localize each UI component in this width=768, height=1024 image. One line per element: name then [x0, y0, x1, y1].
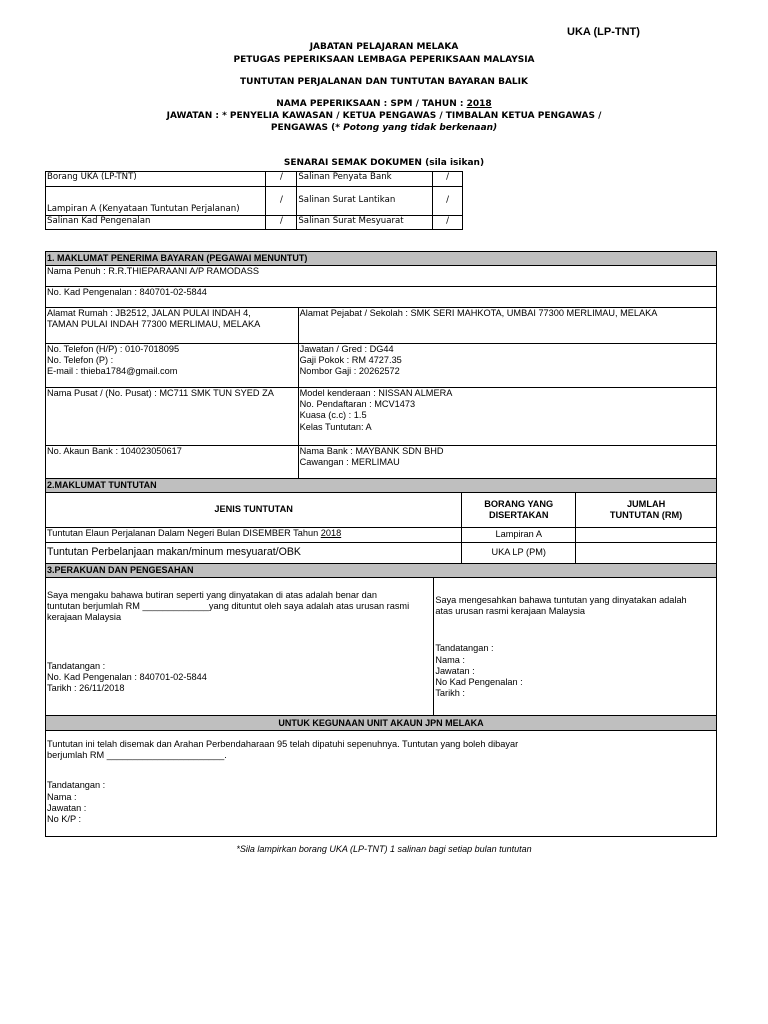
checklist-row — [46, 216, 463, 230]
checklist-row — [46, 172, 463, 187]
claimant-date: Tarikh : 26/11/2018 — [47, 683, 125, 694]
checklist-item: Salinan Kad Pengenalan — [46, 216, 266, 230]
document-checklist — [45, 171, 463, 230]
claim-form-table — [45, 251, 717, 837]
verifier-date: Tarikh : — [435, 688, 465, 699]
claim-meals-form: UKA LP (PM) — [462, 543, 576, 564]
jawatan-cont-b: * Potong yang tidak berkenaan) — [335, 123, 498, 133]
checklist-row — [46, 187, 463, 216]
verifier-ic: No Kad Pengenalan : — [435, 677, 523, 688]
table-row — [46, 528, 717, 543]
claim-meals-amount — [576, 543, 717, 564]
claim-travel-text: Tuntutan Elaun Perjalanan Dalam Negeri Bulan DISEMBER Tahun — [47, 528, 321, 538]
checklist-mark: / — [266, 187, 297, 216]
declaration-line1: Saya mengaku bahawa butiran seperti yang dinyatakan di atas adalah benar dan — [47, 590, 377, 600]
section1-title: 1. MAKLUMAT PENERIMA BAYARAN (PEGAWAI MENUNTUT) — [46, 252, 717, 266]
checklist-mark: / — [433, 172, 463, 187]
claim-travel-amount — [576, 528, 717, 543]
col-claim-type: JENIS TUNTUTAN — [46, 493, 462, 528]
phone-office: No. Telefon (P) : — [47, 355, 114, 366]
header-department: JABATAN PELAJARAN MELAKA — [309, 42, 459, 52]
checklist-item: Salinan Surat Mesyuarat — [297, 216, 433, 230]
bank-branch: Cawangan : MERLIMAU — [299, 457, 400, 468]
vehicle-model: Model kenderaan : NISSAN ALMERA — [299, 388, 453, 398]
col-attached-form-line1: BORANG YANG — [484, 498, 554, 509]
verifier-name: Nama : — [435, 654, 465, 665]
contact-info — [46, 344, 299, 388]
bank-info — [298, 446, 716, 479]
verification-line1: Saya mengesahkan bahawa tuntutan yang dinyatakan adalah — [435, 595, 687, 605]
exam-prefix: NAMA PEPERIKSAAN : SPM / TAHUN : — [276, 99, 467, 109]
col-claim-amount-line1: JUMLAH — [626, 498, 666, 509]
col-attached-form-line2: DISERTAKAN — [488, 510, 549, 520]
jawatan-cont-a: PENGAWAS ( — [270, 123, 336, 133]
col-attached-form — [462, 493, 576, 528]
bank-account: No. Akaun Bank : 104023050617 — [46, 446, 299, 479]
checklist-item: Lampiran A (Kenyataan Tuntutan Perjalanan) — [46, 187, 266, 216]
exam-centre: Nama Pusat / (No. Pusat) : MC711 SMK TUN SYED ZA — [46, 388, 299, 446]
full-name: Nama Penuh : R.R.THIEPARAANI A/P RAMODASS — [46, 266, 717, 287]
checklist-mark: / — [266, 216, 297, 230]
vehicle-info — [298, 388, 716, 446]
checklist-item: Salinan Surat Lantikan — [297, 187, 433, 216]
col-claim-amount — [576, 493, 717, 528]
salary-number: Nombor Gaji : 20262572 — [299, 366, 400, 377]
claim-travel — [46, 528, 462, 543]
checklist-item: Borang UKA (LP-TNT) — [46, 172, 266, 187]
home-address — [46, 308, 299, 344]
header-board: PETUGAS PEPERIKSAAN LEMBAGA PEPERIKSAAN MALAYSIA — [233, 55, 535, 65]
declaration-line2: tuntutan berjumlah RM _____________yang dituntut oleh saya adalah atas urusan rasmi — [47, 601, 410, 612]
accounts-text-line2: berjumlah RM _______________________. — [47, 750, 227, 761]
accounts-position: Jawatan : — [47, 802, 87, 813]
claim-travel-form: Lampiran A — [462, 528, 576, 543]
form-code: UKA (LP-TNT) — [567, 26, 640, 38]
header-jawatan-cont — [0, 122, 768, 134]
header-jawatan: JAWATAN : * PENYELIA KAWASAN / KETUA PENGAWAS / TIMBALAN KETUA PENGAWAS / — [166, 111, 602, 121]
header-form-title: TUNTUTAN PERJALANAN DAN TUNTUTAN BAYARAN BALIK — [240, 77, 528, 87]
section4-title: UNTUK KEGUNAAN UNIT AKAUN JPN MELAKA — [46, 716, 717, 731]
accounts-name: Nama : — [47, 791, 77, 802]
accounts-kp: No K/P : — [47, 814, 82, 825]
claim-class: Kelas Tuntutan: A — [299, 421, 372, 432]
email: E-mail : thieba1784@gmail.com — [47, 366, 178, 377]
bank-name: Nama Bank : MAYBANK SDN BHD — [299, 446, 444, 456]
claim-meals: Tuntutan Perbelanjaan makan/minum mesyuarat/OBK — [46, 543, 462, 564]
exam-year: 2018 — [466, 99, 492, 109]
verifier-position: Jawatan : — [435, 665, 475, 676]
col-claim-amount-line2: TUNTUTAN (RM) — [609, 510, 683, 520]
header-exam — [0, 98, 768, 110]
claimant-declaration — [46, 578, 434, 716]
checklist-title: SENARAI SEMAK DOKUMEN (sila isikan) — [283, 158, 485, 168]
home-address-line2: TAMAN PULAI INDAH 77300 MERLIMAU, MELAKA — [47, 319, 261, 330]
position-grade: Jawatan / Gred : DG44 — [299, 344, 394, 354]
footnote: *Sila lampirkan borang UKA (LP-TNT) 1 salinan bagi setiap bulan tuntutan — [236, 844, 532, 854]
accounts-signature: Tandatangan : — [47, 780, 106, 791]
claimant-signature: Tandatangan : — [47, 660, 106, 671]
checklist-mark: / — [266, 172, 297, 187]
office-address: Alamat Pejabat / Sekolah : SMK SERI MAHKOTA, UMBAI 77300 MERLIMAU, MELAKA — [298, 308, 716, 344]
verification-line2: atas urusan rasmi kerajaan Malaysia — [435, 606, 585, 617]
checklist-mark: / — [433, 187, 463, 216]
declaration-line3: kerajaan Malaysia — [47, 612, 122, 623]
phone-hp: No. Telefon (H/P) : 010-7018095 — [47, 344, 180, 354]
accounts-unit-box — [46, 731, 717, 837]
verifier-signature: Tandatangan : — [435, 643, 494, 654]
checklist-item: Salinan Penyata Bank — [297, 172, 433, 187]
engine-capacity: Kuasa (c.c) : 1.5 — [299, 410, 367, 421]
claimant-ic: No. Kad Pengenalan : 840701-02-5844 — [47, 671, 207, 682]
basic-salary: Gaji Pokok : RM 4727.35 — [299, 355, 402, 366]
table-row — [46, 543, 717, 564]
ic-number: No. Kad Pengenalan : 840701-02-5844 — [46, 287, 717, 308]
job-info — [298, 344, 716, 388]
section3-title: 3.PERAKUAN DAN PENGESAHAN — [46, 564, 717, 578]
section2-title: 2.MAKLUMAT TUNTUTAN — [46, 479, 717, 493]
checklist-mark: / — [433, 216, 463, 230]
verifier-declaration — [434, 578, 717, 716]
registration-number: No. Pendaftaran : MCV1473 — [299, 399, 416, 410]
accounts-text-line1: Tuntutan ini telah disemak dan Arahan Perbendaharaan 95 telah dipatuhi sepenuhnya. Tuntutan yang boleh dibayar — [47, 739, 519, 749]
claim-travel-year: 2018 — [320, 528, 342, 538]
home-address-line1: Alamat Rumah : JB2512, JALAN PULAI INDAH 4, — [47, 308, 251, 318]
